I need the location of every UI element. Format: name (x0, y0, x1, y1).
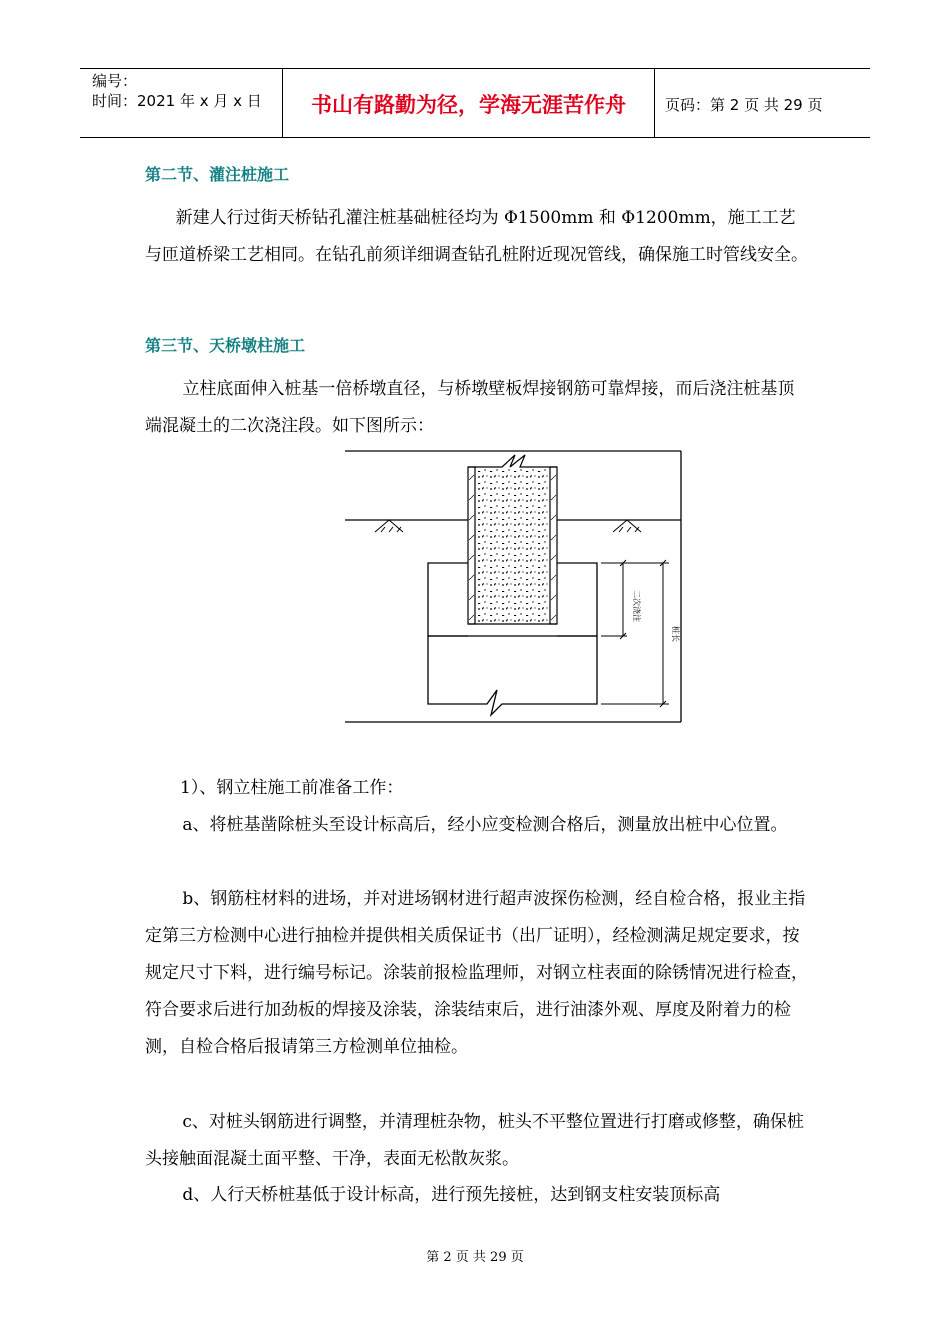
list-title: 1）、钢立柱施工前准备工作： (180, 778, 404, 798)
ground-symbol-left (375, 520, 403, 532)
list-item-b: b、钢筋柱材料的进场，并对进场钢材进行超声波探伤检测，经自检合格，报业主指定第三方检测中心进行抽检并提供相关质保证书（出厂证明），经检测满足规定要求，按规定尺寸下料，进行编号标记。涂装前报检监理师，对钢立柱表面的除锈情况进行检查，符合要求后进行加劲板的焊接及涂装，涂装结束后，进行油漆外观、厚度及附着力的检测，自检合格后报请第三方检测单位抽检。 (145, 889, 808, 1057)
list-item-d: d、人行天桥桩基低于设计标高，进行预先接桩，达到钢支柱安装顶标高 (182, 1185, 721, 1205)
dimension-label-secondary-pour: 二次浇注 (632, 590, 641, 622)
list-item-c: c、对桩头钢筋进行调整，并清理桩杂物，桩头不平整位置进行打磨或修整，确保桩头接触面混凝土面平整、干净，表面无松散灰浆。 (145, 1112, 804, 1169)
list-item-a: a、将桩基凿除桩头至设计标高后，经小应变检测合格后，测量放出桩中心位置。 (182, 815, 788, 835)
section-heading-pile: 第二节、灌注桩施工 (145, 165, 290, 184)
dimension-label-pile-length: 桩长 (671, 626, 680, 642)
page-header (80, 68, 870, 138)
header-motto: 书山有路勤为径，学海无涯苦作舟 (282, 69, 655, 137)
header-left-cell (80, 69, 282, 137)
section-heading-pier: 第三节、天桥墩柱施工 (145, 336, 306, 355)
section-paragraph-pier: 立柱底面伸入桩基一倍桥墩直径，与桥墩壁板焊接钢筋可靠焊接，而后浇注桩基顶端混凝土的二次浇注段。如下图所示： (145, 379, 795, 436)
number-label: 编号： (92, 72, 138, 90)
time-label: 时间：2021 年 x 月 x 日 (92, 92, 262, 110)
section-paragraph-pile: 新建人行过街天桥钻孔灌注桩基础桩径均为 Φ1500mm 和 Φ1200mm，施工工艺与匝道桥梁工艺相同。在钻孔前须详细调查钻孔桩附近现况管线，确保施工时管线安全。 (145, 208, 808, 265)
ground-symbol-right (613, 520, 641, 532)
header-page-info: 页码：第 2 页 共 29 页 (665, 95, 823, 114)
page-footer: 第 2 页 共 29 页 (426, 1250, 524, 1265)
pier-diagram (345, 450, 683, 724)
